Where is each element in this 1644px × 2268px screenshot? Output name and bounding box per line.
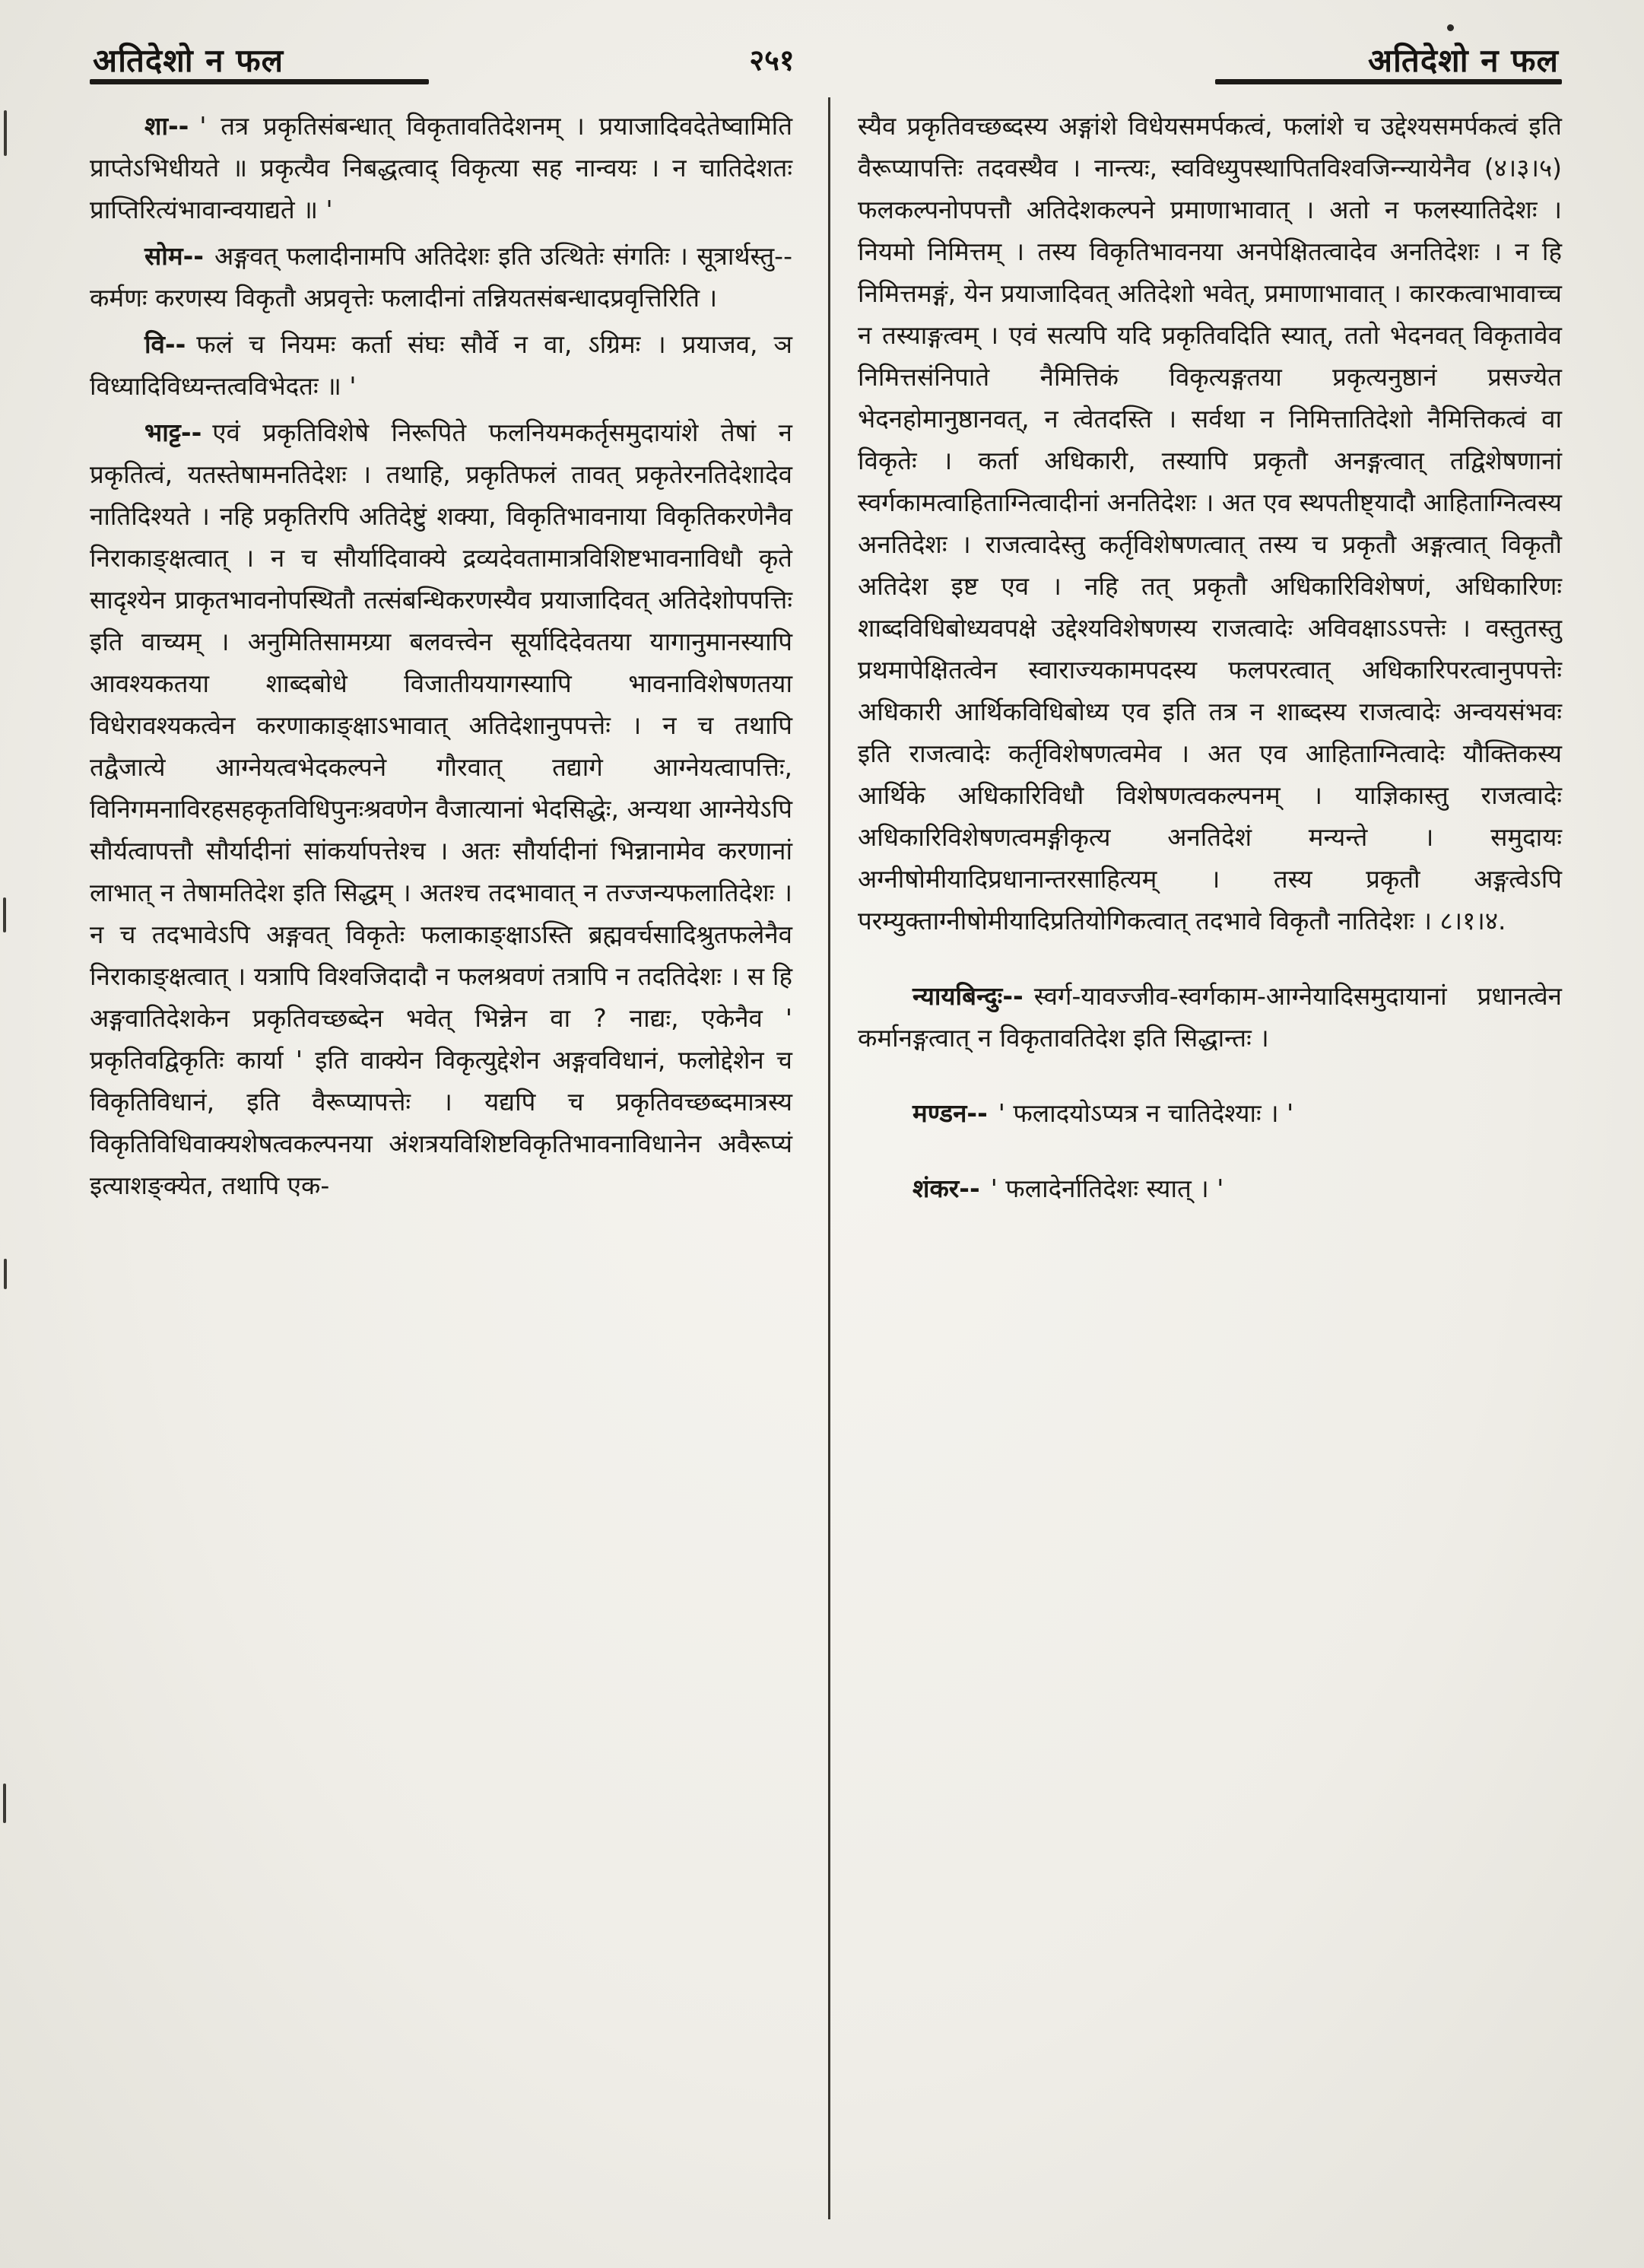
paragraph-text: स्यैव प्रकृतिवच्छब्दस्य अङ्गांशे विधेयसमर्पकत्वं, फलांशे च उद्देश्यसमर्पकत्वं इति वैरूप्यापत्तिः तदवस्थैव । नान्त्यः, स्वविध्युपस्थापितविश्वजिन्न्यायेनैव (४।३।५) फलकल्पनोपपत्तौ अतिदेशकल्पने प्रमाणाभावात् । अतो न फलस्यातिदेशः । नियमो निमित्तम् । तस्य विकृतिभावनया अनपेक्षितत्वादेव अनतिदेशः । न हि निमित्तमङ्गं, येन प्रयाजादिवत् अतिदेशो भवेत्, प्रमाणाभावात् । कारकत्वाभावाच्च न तस्याङ्गत्वम् । एवं सत्यपि यदि प्रकृतिवदिति स्यात्, ततो भेदनवत् विकृतावेव निमित्तसंनिपाते नैमित्तिकं विकृत्यङ्गतया प्रकृत्यनुष्ठानं प्रसज्येत भेदनहोमानुष्ठानवत्, न त्वेतदस्ति । सर्वथा न निमित्तातिदेशो नैमित्तिकत्वं वा विकृतेः । कर्ता अधिकारी, तस्यापि प्रकृतौ अनङ्गत्वात् तद्विशेषणानां स्वर्गकामत्वाहिताग्नित्वादीनां अनतिदेशः । अत एव स्थपतीष्ट्यादौ आहिताग्नित्वस्य अनतिदेशः । राजत्वादेस्तु कर्तृविशेषणत्वात् तस्य च प्रकृतौ अङ्गत्वात् विकृतौ अतिदेश इष्ट एव । नहि तत् प्रकृतौ अधिकारिविशेषणं, अधिकारिणः शाब्दविधिबोध्यवपक्षे उद्देश्यविशेषणस्य राजत्वादेः अविवक्षाऽऽपत्तेः । वस्तुतस्तु प्रथमापेक्षितत्वेन स्वाराज्यकामपदस्य फलपरत्वात् अधिकारिपरत्वानुपपत्तेः अधिकारी आर्थिकविधिबोध्य एव इति तत्र न शाब्दस्य राजत्वादेः अन्वयसंभवः इति राजत्वादेः कर्तृविशेषणत्वमेव । अत एव आहिताग्नित्वादेः यौक्तिकस्य आर्थिके अधिकारिविधौ विशेषणत्वकल्पनम् । याज्ञिकास्तु राजत्वादेः अधिकारिविशेषणत्वमङ्गीकृत्य अनतिदेशं मन्यन्ते । समुदायः अग्नीषोमीयादिप्रधानान्तरसाहित्यम् । तस्य प्रकृतौ अङ्गत्वेऽपि परम्युक्ताग्नीषोमीयादिप्रतियोगिकत्वात् तदभावे विकृतौ नातिदेशः । ८।१।४. — [858, 111, 1562, 935]
paragraph-vi — [90, 323, 792, 407]
paragraph-nyayabindu — [858, 975, 1562, 1059]
paragraph-shankara — [858, 1167, 1562, 1209]
column-divider — [828, 97, 830, 2219]
paragraph-soma — [90, 235, 792, 319]
right-column — [858, 105, 1562, 1214]
header-rule-left — [90, 79, 429, 84]
paragraph-text: फलं च नियमः कर्ता संघः सौर्वे न वा, ऽग्रिमः । प्रयाजव, ञ विध्यादिविध्यन्तत्वविभेदतः ॥ ' — [90, 329, 792, 401]
paragraph-lead: सोम-- — [144, 241, 204, 271]
running-header-left: अतिदेशो न फल — [93, 42, 284, 79]
paragraph-text: ' फलादयोऽप्यत्र न चातिदेश्याः । ' — [998, 1098, 1294, 1128]
paragraph-lead: मण्डन-- — [912, 1098, 988, 1128]
page-number: २५१ — [749, 43, 795, 77]
paragraph-lead: शंकर-- — [912, 1174, 980, 1203]
left-column — [90, 105, 792, 1211]
paragraph-text: स्वर्ग-यावज्जीव-स्वर्गकाम-आग्नेयादिसमुदायानां प्रधानत्वेन कर्मानङ्गत्वात् न विकृतावतिदेश इति सिद्धान्तः । — [858, 981, 1562, 1053]
paragraph-lead: वि-- — [144, 329, 186, 359]
paragraph-mandana — [858, 1092, 1562, 1134]
paragraph-text: ' तत्र प्रकृतिसंबन्धात् विकृतावतिदेशनम् । प्रयाजादिवदेतेष्वामिति प्राप्तेऽभिधीयते ॥ प्रकृत्यैव निबद्धत्वाद् विकृत्या सह नान्वयः । न चातिदेशतः प्राप्तिरित्यंभावान्वयाद्यते ॥ ' — [90, 111, 792, 224]
scan-artifact — [3, 897, 6, 932]
paragraph-text: ' फलादेर्नातिदेशः स्यात् । ' — [990, 1174, 1224, 1203]
paragraph-lead: न्यायबिन्दुः-- — [912, 981, 1024, 1011]
paragraph-lead: भाट्ट-- — [144, 418, 202, 447]
scan-artifact — [4, 1259, 7, 1289]
running-header-right: अतिदेशो न फल — [1367, 42, 1559, 79]
scan-artifact — [3, 1784, 6, 1823]
paragraph-lead: शा-- — [144, 111, 189, 141]
paragraph-bhatta — [90, 411, 792, 1206]
header-rule-right — [1215, 79, 1562, 84]
paragraph-text: अङ्गवत् फलादीनामपि अतिदेशः इति उत्थितेः संगतिः । सूत्रार्थस्तु-- कर्मणः करणस्य विकृतौ अप्रवृत्तेः फलादीनां तन्नियतसंबन्धादप्रवृत्तिरिति । — [90, 241, 792, 313]
paragraph-continuation — [858, 105, 1562, 942]
scan-artifact — [4, 110, 7, 156]
paragraph-sha — [90, 105, 792, 230]
paragraph-text: एवं प्रकृतिविशेषे निरूपिते फलनियमकर्तृसमुदायांशे तेषां न प्रकृतित्वं, यतस्तेषामनतिदेशः । तथाहि, प्रकृतिफलं तावत् प्रकृतेरनतिदेशादेव नातिदिश्यते । नहि प्रकृतिरपि अतिदेष्टुं शक्या, विकृतिभावनाया विकृतिकरणेनैव निराकाङ्क्षत्वात् । न च सौर्यादिवाक्ये द्रव्यदेवतामात्रविशिष्टभावनाविधौ कृते सादृश्येन प्राकृतभावनोपस्थितौ तत्संबन्धिकरणस्यैव प्रयाजादिवत् अतिदेशोपपत्तिः इति वाच्यम् । अनुमितिसामग्र्या बलवत्त्वेन सूर्यादिदेवतया यागानुमानस्यापि आवश्यकतया शाब्दबोधे विजातीययागस्यापि भावनाविशेषणतया विधेरावश्यकत्वेन करणाकाङ्क्षाऽभावात् अतिदेशानुपपत्तेः । न च तथापि तद्वैजात्ये आग्नेयत्वभेदकल्पने गौरवात् तद्यागे आग्नेयत्वापत्तिः, विनिगमनाविरहसहकृतविधिपुनःश्रवणेन वैजात्यानां भेदसिद्धेः, अन्यथा आग्नेयेऽपि सौर्यत्वापत्तौ सौर्यादीनां सांकर्यापत्तेश्च । अतः सौर्यादीनां भिन्नानामेव करणानां लाभात् न तेषामतिदेश इति सिद्धम् । अतश्च तदभावात् न तज्जन्यफलातिदेशः । न च तदभावेऽपि अङ्गवत् विकृतेः फलाकाङ्क्षाऽस्ति ब्रह्मवर्चसादिश्रुतफलेनैव निराकाङ्क्षत्वात् । यत्रापि विश्वजिदादौ न फलश्रवणं तत्रापि न तदतिदेशः । स हि अङ्गवातिदेशकेन प्रकृतिवच्छब्देन भवेत् भिन्नेन वा ? नाद्यः, एकेनैव ' प्रकृतिवद्विकृतिः कार्या ' इति वाक्येन विकृत्युद्देशेन अङ्गवविधानं, फलोद्देशेन च विकृतिविधानं, इति वैरूप्यापत्तेः । यद्यपि च प्रकृतिवच्छब्दमात्रस्य विकृतिविधिवाक्यशेषत्वकल्पनया अंशत्रयविशिष्टविकृतिभावनाविधानेन अवैरूप्यं इत्याशङ्क्येत, तथापि एक- — [90, 418, 792, 1200]
scan-artifact-dot — [1447, 24, 1454, 31]
